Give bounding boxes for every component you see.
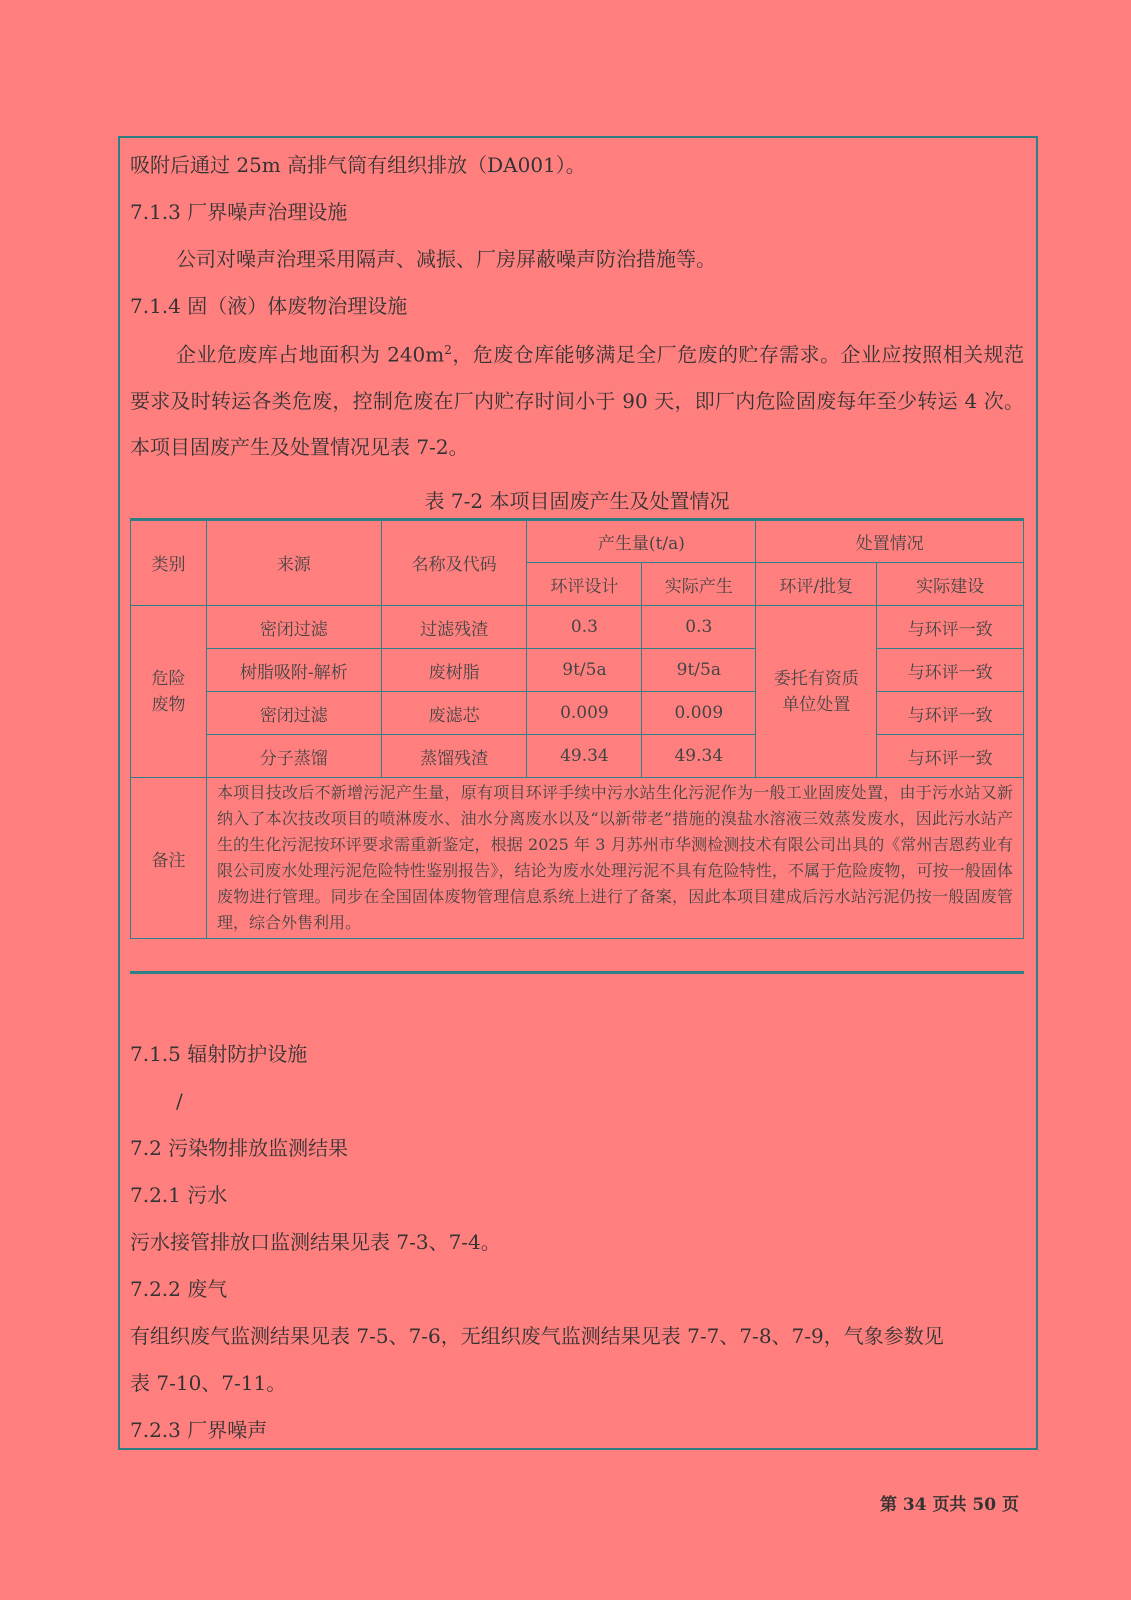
section-heading-7-2-2: 7.2.2 废气 (130, 1277, 228, 1301)
disposal-method: 委托有资质单位处置 (756, 606, 877, 778)
text-line: 吸附后通过 25m 高排气筒有组织排放（DA001）。 (130, 153, 586, 177)
cell-actual: 0.009 (642, 692, 756, 735)
table-bottom-rule (130, 971, 1024, 974)
paragraph-waste-gas-line2: 表 7-10、7-11。 (130, 1371, 287, 1395)
cell-eia: 9t/5a (527, 649, 642, 692)
note-label: 备注 (131, 778, 207, 939)
table-caption: 表 7-2 本项目固废产生及处置情况 (424, 489, 730, 513)
section-heading-7-2-3: 7.2.3 厂界噪声 (130, 1418, 268, 1442)
cell-eia: 0.009 (527, 692, 642, 735)
cell-eia: 49.34 (527, 735, 642, 778)
solid-waste-table (130, 519, 1024, 939)
cell-source: 密闭过滤 (206, 606, 381, 649)
table-row-note (131, 778, 1024, 939)
cell-eia: 0.3 (527, 606, 642, 649)
group-hazardous-waste: 危险废物 (131, 606, 207, 778)
table-row (131, 649, 1024, 692)
header-eia-design: 环评设计 (527, 563, 642, 606)
cell-actual: 9t/5a (642, 649, 756, 692)
paragraph-solid-waste: 企业危废库占地面积为 $240m^2$，危废仓库能够满足全厂危废的贮存需求。企业应按照相关规范要求及时转运各类危废，控制危废在厂内贮存时间小于 90 天，即厂内危险固废每年至少转运 4 次。本项目固废产生及处置情况见表 7-2。 (130, 342, 1025, 459)
header-disposal: 处置情况 (756, 520, 1024, 563)
section-heading-7-2-1: 7.2.1 污水 (130, 1183, 228, 1207)
cell-actual: 0.3 (642, 606, 756, 649)
section-heading-7-1-5: 7.1.5 辐射防护设施 (130, 1042, 308, 1066)
header-category: 类别 (131, 520, 207, 606)
page-number: 第 34 页共 50 页 (880, 1495, 1019, 1515)
cell-name: 废树脂 (381, 649, 527, 692)
cell-source: 密闭过滤 (206, 692, 381, 735)
cell-build: 与环评一致 (877, 649, 1024, 692)
cell-build: 与环评一致 (877, 735, 1024, 778)
cell-name: 蒸馏残渣 (381, 735, 527, 778)
cell-actual: 49.34 (642, 735, 756, 778)
section-heading-7-1-3: 7.1.3 厂界噪声治理设施 (130, 200, 348, 224)
header-actual-build: 实际建设 (877, 563, 1024, 606)
table-row (131, 606, 1024, 649)
header-actual-output: 实际产生 (642, 563, 756, 606)
paragraph-waste-gas-line1: 有组织废气监测结果见表 7-5、7-6，无组织废气监测结果见表 7-7、7-8、7-9，气象参数见 (130, 1324, 944, 1348)
cell-source: 树脂吸附-解析 (206, 649, 381, 692)
cell-name: 废滤芯 (381, 692, 527, 735)
cell-name: 过滤残渣 (381, 606, 527, 649)
section-heading-7-1-4: 7.1.4 固（液）体废物治理设施 (130, 294, 408, 318)
paragraph-noise: 公司对噪声治理采用隔声、减振、厂房屏蔽噪声防治措施等。 (176, 247, 716, 271)
cell-build: 与环评一致 (877, 606, 1024, 649)
paragraph-wastewater: 污水接管排放口监测结果见表 7-3、7-4。 (130, 1230, 501, 1254)
note-text: 本项目技改后不新增污泥产生量，原有项目环评手续中污水站生化污泥作为一般工业固废处置，由于污水站又新纳入了本次技改项目的喷淋废水、油水分离废水以及“以新带老”措施的溴盐水溶液三效蒸发废水，因此污水站产生的生化污泥按环评要求需重新鉴定，根据 2025 年 3 月苏州市华测检测技术有限公司出具的《常州吉恩药业有限公司废水处理污泥危险特性鉴别报告》，结论为废水处理污泥不具有危险特性，不属于危险废物，可按一般固体废物进行管理。同步在全国固体废物管理信息系统上进行了备案，因此本项目建成后污水站污泥仍按一般固废管理，综合外售利用。 (206, 778, 1023, 939)
section-heading-7-2: 7.2 污染物排放监测结果 (130, 1136, 349, 1160)
header-eia-approval: 环评/批复 (756, 563, 877, 606)
cell-build: 与环评一致 (877, 692, 1024, 735)
header-source: 来源 (206, 520, 381, 606)
placeholder-slash: / (176, 1089, 183, 1113)
table-row (131, 735, 1024, 778)
cell-source: 分子蒸馏 (206, 735, 381, 778)
table-row (131, 692, 1024, 735)
header-name-code: 名称及代码 (381, 520, 527, 606)
header-output: 产生量(t/a) (527, 520, 756, 563)
